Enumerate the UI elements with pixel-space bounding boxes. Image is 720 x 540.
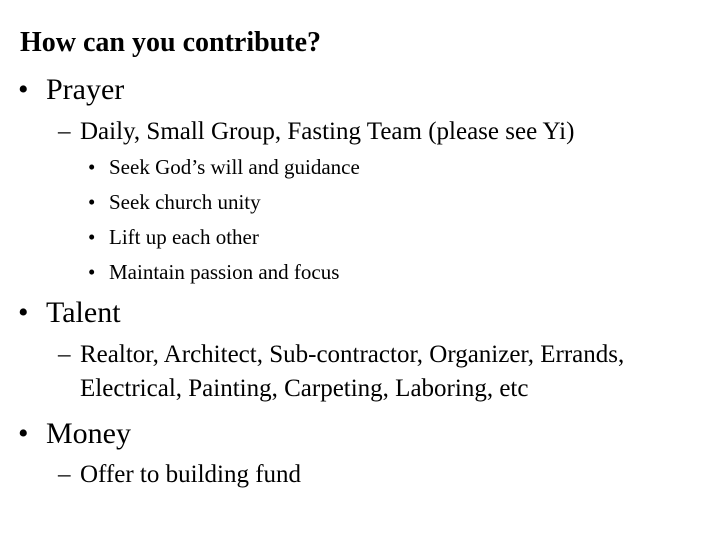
talent-subitem-line: Electrical, Painting, Carpeting, Laboring, etc (80, 375, 529, 402)
prayer-item: Lift up each other (109, 225, 259, 249)
bullet-icon: • (88, 260, 96, 284)
bullet-icon: • (18, 417, 29, 450)
slide-title: How can you contribute? (20, 27, 321, 58)
prayer-subitem: Daily, Small Group, Fasting Team (please see Yi) (80, 118, 575, 145)
bullet-icon: • (88, 225, 96, 249)
prayer-item: Seek church unity (109, 190, 261, 214)
prayer-item: Maintain passion and focus (109, 260, 340, 284)
money-subitem: Offer to building fund (80, 461, 302, 488)
talent-subitem-line: Realtor, Architect, Sub-contractor, Organizer, Errands, (80, 341, 625, 368)
bullet-icon: • (18, 73, 29, 106)
prayer-heading: Prayer (46, 73, 125, 106)
dash-icon: – (58, 341, 71, 368)
bullet-icon: • (88, 190, 96, 214)
dash-icon: – (58, 118, 71, 145)
talent-heading: Talent (46, 296, 121, 329)
bullet-icon: • (88, 155, 96, 179)
dash-icon: – (58, 461, 71, 488)
money-heading: Money (46, 417, 131, 450)
bullet-icon: • (18, 296, 29, 329)
prayer-item: Seek God’s will and guidance (109, 155, 360, 179)
